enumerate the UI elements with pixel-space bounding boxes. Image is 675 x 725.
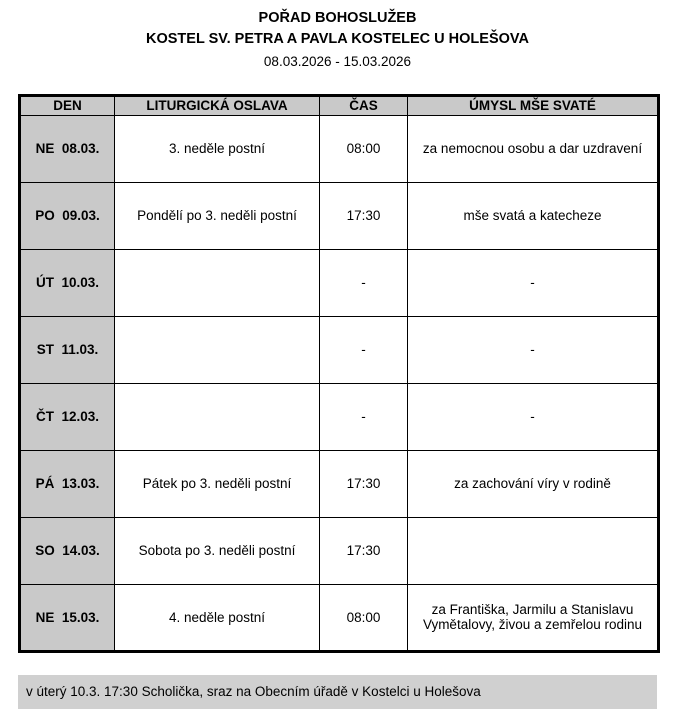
intention-cell: za zachování víry v rodině: [408, 450, 659, 517]
day-cell: ÚT 10.03.: [20, 249, 115, 316]
liturgy-cell: [115, 383, 320, 450]
church-name: KOSTEL SV. PETRA A PAVLA KOSTELEC U HOLEŠOVA: [146, 31, 529, 48]
date-range: 08.03.2026 - 15.03.2026: [263, 54, 412, 70]
column-header-oslava: LITURGICKÁ OSLAVA: [115, 95, 320, 115]
table-row: [20, 450, 659, 517]
table-row: [20, 517, 659, 584]
table-row: [20, 249, 659, 316]
time-cell: -: [320, 383, 408, 450]
day-cell: ST 11.03.: [20, 316, 115, 383]
time-cell: 17:30: [320, 182, 408, 249]
column-header-cas: ČAS: [320, 95, 408, 115]
document-header: [0, 8, 675, 72]
page-title: POŘAD BOHOSLUŽEB: [258, 10, 417, 26]
time-cell: 17:30: [320, 450, 408, 517]
intention-cell: -: [408, 249, 659, 316]
day-cell: NE 08.03.: [20, 115, 115, 182]
table-header-row: [20, 95, 659, 115]
intention-cell: mše svatá a katecheze: [408, 182, 659, 249]
table-row: [20, 584, 659, 651]
liturgy-cell: 4. neděle postní: [115, 584, 320, 651]
day-cell: SO 14.03.: [20, 517, 115, 584]
table-row: [20, 182, 659, 249]
day-cell: PO 09.03.: [20, 182, 115, 249]
column-header-den: DEN: [20, 95, 115, 115]
liturgy-cell: [115, 316, 320, 383]
liturgy-cell: 3. neděle postní: [115, 115, 320, 182]
table-row: [20, 115, 659, 182]
table-row: [20, 316, 659, 383]
time-cell: -: [320, 249, 408, 316]
time-cell: -: [320, 316, 408, 383]
footer-announcement: v úterý 10.3. 17:30 Scholička, sraz na Obecním úřadě v Kostelci u Holešova: [18, 675, 657, 709]
liturgy-cell: [115, 249, 320, 316]
table-row: [20, 383, 659, 450]
liturgy-cell: Sobota po 3. neděli postní: [115, 517, 320, 584]
day-cell: NE 15.03.: [20, 584, 115, 651]
liturgy-cell: Pátek po 3. neděli postní: [115, 450, 320, 517]
time-cell: 08:00: [320, 584, 408, 651]
liturgy-cell: Pondělí po 3. neděli postní: [115, 182, 320, 249]
intention-cell: -: [408, 383, 659, 450]
intention-cell: za nemocnou osobu a dar uzdravení: [408, 115, 659, 182]
intention-cell: za Františka, Jarmilu a Stanislavu Vymětalovy, živou a zemřelou rodinu: [408, 584, 659, 651]
schedule-table: [18, 94, 660, 653]
time-cell: 08:00: [320, 115, 408, 182]
day-cell: PÁ 13.03.: [20, 450, 115, 517]
column-header-umysl: ÚMYSL MŠE SVATÉ: [408, 95, 659, 115]
intention-cell: -: [408, 316, 659, 383]
day-cell: ČT 12.03.: [20, 383, 115, 450]
intention-cell: [408, 517, 659, 584]
time-cell: 17:30: [320, 517, 408, 584]
